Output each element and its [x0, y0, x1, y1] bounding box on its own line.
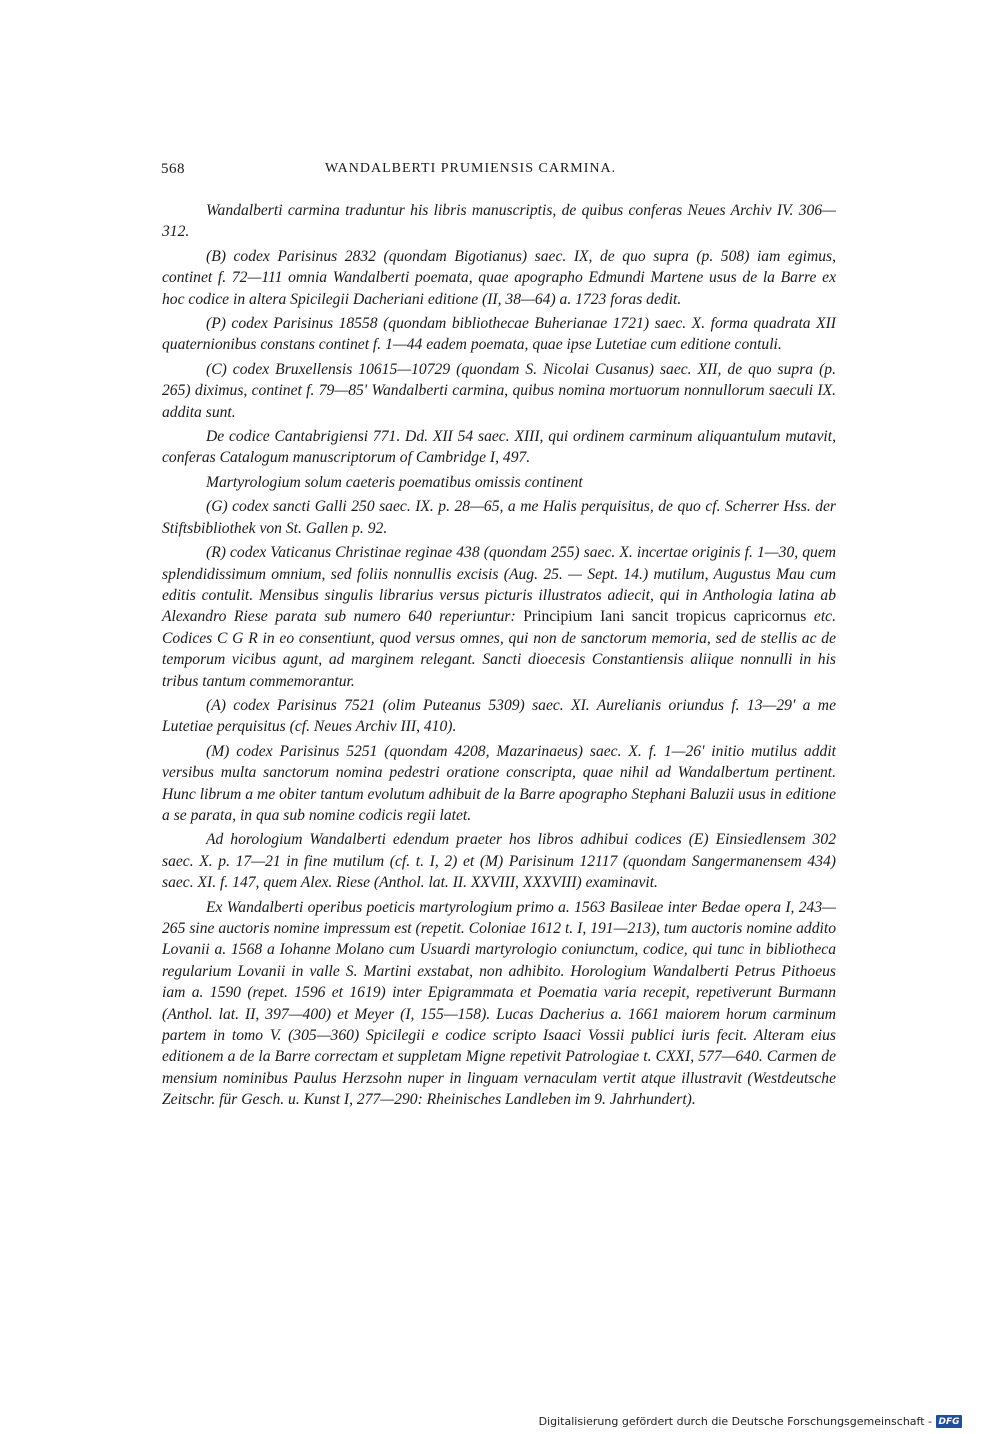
footer: [539, 1415, 962, 1428]
paragraph-codex-r: [162, 542, 836, 692]
paragraph-cantabrigiensis: De codice Cantabrigiensi 771. Dd. XII 54 saec. XIII, qui ordinem carminum aliquantulum mutavit, conferas Catalogum manuscriptorum of Cambridge I, 497.: [162, 428, 836, 467]
paragraph-codex-g: (G) codex sancti Galli 250 saec. IX. p. 28—65, a me Halis perquisitus, de quo cf. Scherrer Hss. der Stiftsbibliothek von St. Gallen p. 92.: [162, 498, 836, 537]
footer-text: Digitalisierung gefördert durch die Deutsche Forschungsgemeinschaft -: [538, 1415, 932, 1428]
codex-r-before: (R) codex Vaticanus Christinae reginae 438 (quondam 255) saec. X. incertae originis f. 1—30, quem splendidissimum omnium, sed foliis nonnullis excisis (Aug. 25. — Sept. 14.) mutilum, Augustus Mau cum editis contulit. Mensibus singulis librarius versus picturis illustratos adiecit, qui in Anthologia latina ab Alexandro Riese parata sub numero 640 reperiuntur:: [162, 544, 836, 626]
paragraph-martyrologium: Martyrologium solum caeteris poematibus omissis continent: [206, 473, 583, 491]
paragraph-codex-a: (A) codex Parisinus 7521 (olim Puteanus 5309) saec. XI. Aurelianis oriundus f. 13—29' a me Lutetiae perquisitus (cf. Neues Archiv III, 410).: [162, 696, 836, 736]
paragraph-editions: Ex Wandalberti operibus poeticis martyrologium primo a. 1563 Basileae inter Bedae opera I, 243—265 sine auctoris nomine impressum est (repetit. Coloniae 1612 t. I, 191—213), tum auctoris nomine addito Lovanii a. 1568 a Iohanne Molano cum Usuardi martyrologio coniunctum, codice, qui tunc in bibliotheca regularium Lovanii in valle S. Martini exstabat, non adhibito. Horologium Wandalberti Petrus Pithoeus iam a. 1590 (repet. 1596 et 1619) inter Epigrammata et Poematia varia recepit, repetiverunt Burmann (Anthol. lat. II, 397—400) et Meyer (I, 155—158). Lucas Dacherius a. 1661 maiorem horum carminum partem in tomo V. (305—360) Spicilegii e codice scripto Isaaci Vossii publici iuris fecit. Alteram eius editionem a de la Barre correctam et suppletam Migne repetivit Patrologiae t. CXXI, 577—640. Carmen de mensium nominibus Paulus Herzsohn nuper in linguam vernaculam vertit atque illustravit (Westdeutsche Zeitschr. für Gesch. u. Kunst I, 277—290: Rheinisches Landleben im 9. Jahrhundert).: [162, 898, 836, 1109]
paragraph-codex-m: (M) codex Parisinus 5251 (quondam 4208, Mazarinaeus) saec. X. f. 1—26' initio mutilus addit versibus multa sanctorum nomina pedestri oratione conscripta, quae nihil ad Wandalbertum pertinent. Hunc librum a me obiter tantum evolutum adhibuit de la Barre apographo Stephani Baluzii usus in editione a se parata, in qua sub nomine codicis regii latet.: [162, 742, 836, 824]
running-head: WANDALBERTI PRUMIENSIS CARMINA.: [325, 161, 617, 176]
codex-r-quote: Principium Iani sancit tropicus capricornus: [523, 608, 807, 626]
paragraph-codex-c: (C) codex Bruxellensis 10615—10729 (quondam S. Nicolai Cusanus) saec. XII, de quo supra (p. 265) diximus, continet f. 79—85' Wandalberti carmina, quibus nomina mortuorum nonnullorum saeculi IX. addita sunt.: [162, 360, 836, 421]
paragraph-intro: Wandalberti carmina traduntur his libris manuscriptis, de quibus conferas Neues Archiv IV. 306—312.: [162, 202, 836, 241]
paragraph-codex-p: (P) codex Parisinus 18558 (quondam bibliothecae Buherianae 1721) saec. X. forma quadrata XII quaternionibus constans continet f. 1—44 eadem poemata, quae ipse Lutetiae cum editione contuli.: [162, 315, 836, 354]
codex-r-after: etc. Codices C G R in eo consentiunt, quod versus omnes, qui non de sanctorum memoria, sed de stellis ac de temporum vicibus agunt, ad marginem relegant. Sancti dioecesis Constantiensis aliique nonnulli in his tribus tantum commemorantur.: [162, 608, 836, 690]
paragraph-horologium: Ad horologium Wandalberti edendum praeter hos libros adhibui codices (E) Einsiedlensem 302 saec. X. p. 17—21 in fine mutilum (cf. t. I, 2) et (M) Parisinum 12117 (quondam Sangermanensem 434) saec. XI. f. 147, quem Alex. Riese (Anthol. lat. II. XXVIII, XXXVIII) examinavit.: [162, 831, 836, 892]
dfg-logo[interactable]: DFG: [936, 1415, 962, 1428]
paragraph-codex-b: (B) codex Parisinus 2832 (quondam Bigotianus) saec. IX, de quo supra (p. 508) iam egimus, continet f. 72—111 omnia Wandalberti poemata, quae apographo Edmundi Martene usus de la Barre ex hoc codice in altera Spicilegii Dacheriani editione (II, 38—64) a. 1723 foras dedit.: [162, 247, 836, 308]
page-number: 568: [161, 161, 185, 177]
text-body: [162, 200, 836, 1114]
